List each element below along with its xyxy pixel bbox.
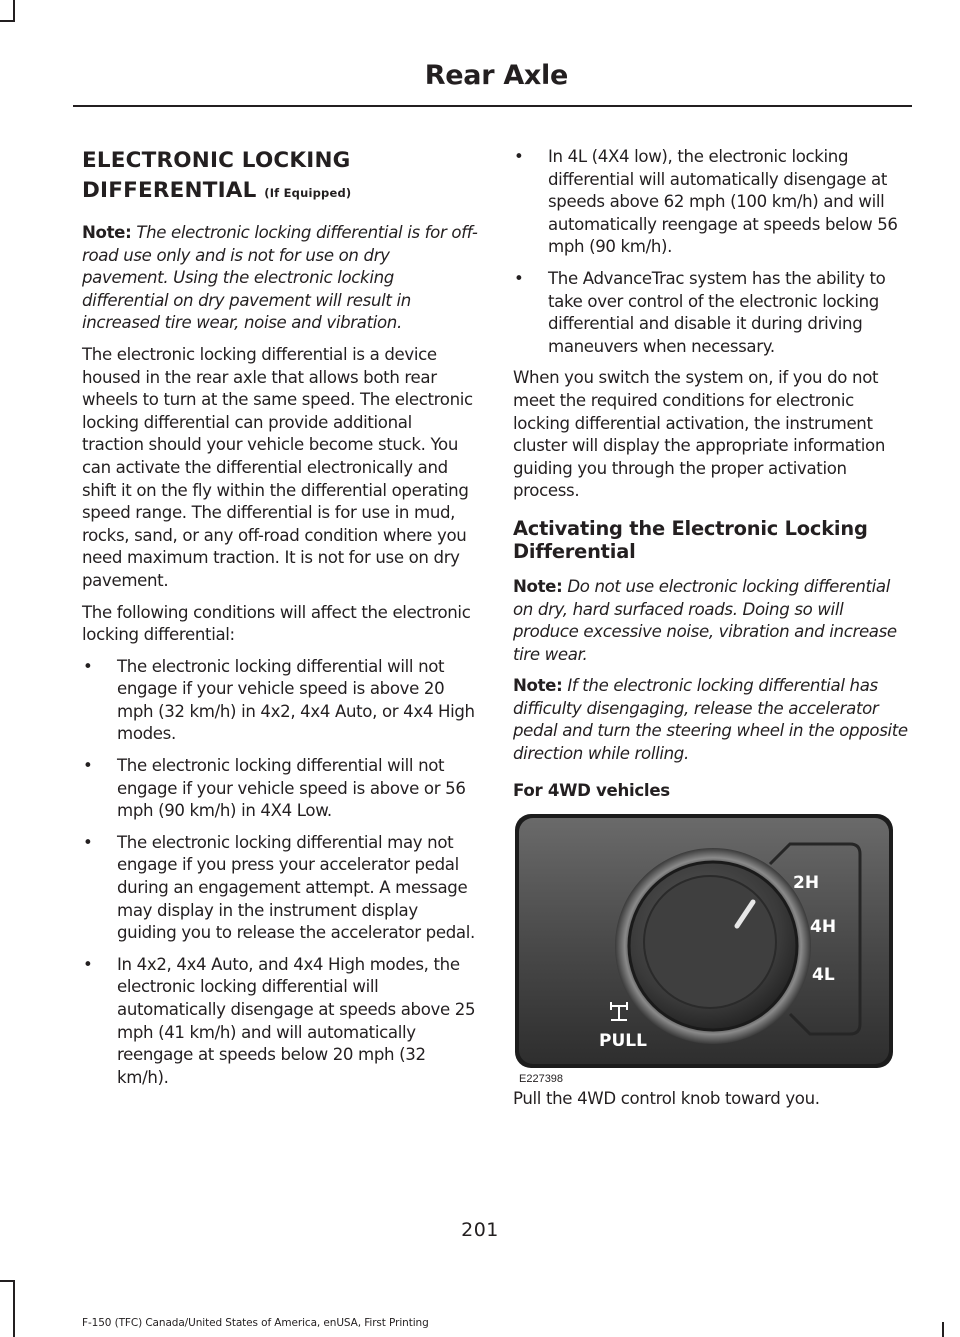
list-item-text: The electronic locking differential will not engage if your vehicle speed is above 20 mph (32 km/h) in 4x2, 4x4 Auto, or 4x4 High modes. [117, 656, 475, 744]
crop-mark-bottom-right-v [942, 1322, 944, 1337]
note-paragraph [513, 675, 908, 765]
4wd-control-knob-illustration [515, 814, 893, 1084]
note-label: Note: [82, 223, 132, 242]
page-footer: F-150 (TFC) Canada/United States of America, enUSA, First Printing [82, 1317, 429, 1329]
note-paragraph [513, 576, 908, 666]
page-number: 201 [461, 1219, 499, 1241]
knob-face [644, 876, 776, 1008]
crop-mark-top-left-h [0, 20, 15, 22]
list-item-text: The electronic locking differential may not engage if you press your accelerator pedal during an engagement attempt. A message may display in the instrument display guiding you to release the accelerator pedal. [117, 832, 475, 943]
minor-heading: For 4WD vehicles [513, 780, 670, 800]
section-heading-suffix: (If Equipped) [264, 186, 352, 200]
note-label: Note: [513, 676, 563, 696]
list-item [82, 755, 478, 823]
note-text: Do not use electronic locking differential on dry, hard surfaced roads. Doing so will produce excessive noise, vibration and increase tire wear. [513, 576, 897, 664]
bullet-icon: • [514, 268, 524, 288]
bullet-list [513, 146, 908, 358]
figure-id: E227398 [519, 1072, 564, 1084]
list-item-text: In 4L (4X4 low), the electronic locking differential will automatically disengage at speeds above 62 mph (100 km/h) and will automatically reengage at speeds below 56 mph (90 km/h). [548, 147, 898, 257]
note-text: The electronic locking differential is for off-road use only and is not for use on dry pavement. Using the electronic locking differential on dry pavement will result in increased tire wear, noise and vibration. [82, 223, 478, 333]
page-header-title: Rear Axle [424, 60, 568, 91]
body-paragraph: The electronic locking differential is a device housed in the rear axle that allows both rear wheels to turn at the same speed. The electronic locking differential can provide additional traction should your vehicle become stuck. You can activate the differential electronically and shift it on the fly within the differential operating speed range. The differential is for use in mud, rocks, sand, or any off-road condition where you need maximum traction. It is not for use on dry pavement. [82, 344, 473, 590]
section-heading-main: ELECTRONIC LOCKING DIFFERENTIAL [82, 148, 351, 203]
mode-label-2h: 2H [793, 872, 820, 893]
list-item [82, 832, 478, 945]
list-item [82, 954, 478, 1090]
header-divider [73, 105, 912, 107]
crop-mark-bottom-left-h [0, 1280, 15, 1282]
pull-label: PULL [599, 1030, 647, 1051]
note-paragraph [82, 222, 478, 335]
4wd-knob-svg [515, 814, 893, 1084]
body-paragraph: The following conditions will affect the electronic locking differential: [82, 602, 471, 645]
note-label: Note: [513, 576, 563, 596]
bullet-icon: • [83, 656, 93, 676]
section-heading [82, 146, 478, 208]
bullet-icon: • [83, 832, 93, 852]
list-item [82, 656, 478, 746]
crop-mark-top-left-v [13, 0, 15, 22]
left-column [82, 146, 478, 1098]
list-item-text: The electronic locking differential will not engage if your vehicle speed is above or 56 mph (90 km/h) in 4X4 Low. [117, 756, 466, 821]
mode-label-4h: 4H [810, 916, 837, 937]
list-item [513, 146, 908, 259]
figure-caption: Pull the 4WD control knob toward you. [513, 1088, 820, 1108]
list-item-text: In 4x2, 4x4 Auto, and 4x4 High modes, the electronic locking differential will automatically disengage at speeds above 25 mph (41 km/h) and will automatically reengage at speeds below 20 mph (32 km/h). [117, 954, 476, 1087]
crop-mark-bottom-left-v [13, 1280, 15, 1337]
list-item-text: The AdvanceTrac system has the ability to take over control of the electronic locking differential and disable it during driving maneuvers when necessary. [548, 268, 886, 356]
list-item [513, 268, 908, 358]
right-column [513, 146, 908, 1119]
body-paragraph: When you switch the system on, if you do not meet the required conditions for electronic locking differential activation, the instrument cluster will display the appropriate information guiding you through the proper activation process. [513, 368, 886, 501]
note-text: If the electronic locking differential has difficulty disengaging, release the accelerator pedal and turn the steering wheel in the opposite direction while rolling. [513, 676, 908, 764]
bullet-icon: • [83, 756, 93, 776]
bullet-list [82, 656, 478, 1090]
bullet-icon: • [83, 954, 93, 974]
bullet-icon: • [514, 147, 524, 166]
subsection-heading: Activating the Electronic Locking Differential [513, 516, 868, 563]
mode-label-4l: 4L [812, 964, 835, 985]
